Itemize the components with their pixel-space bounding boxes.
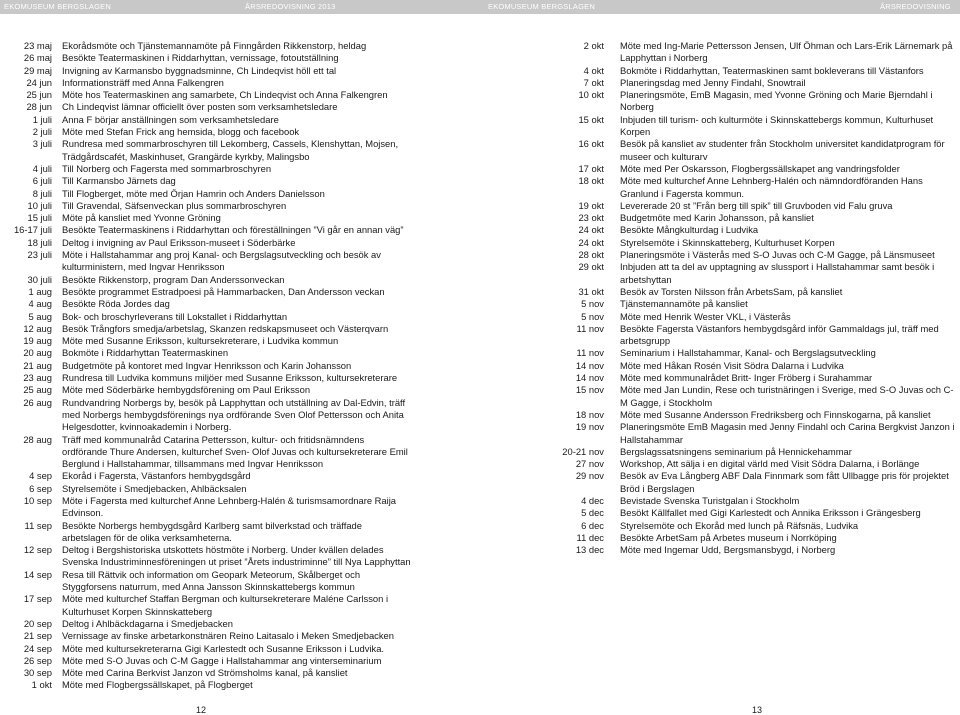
entry-text: Till Karmansbo Järnets dag — [62, 175, 176, 187]
entry-date: 13 dec — [575, 544, 604, 556]
entry-text: Möte i Fagersta med kulturchef Anne Lehnberg-Halén & turismsamordnare Raija Edvinson. — [62, 494, 397, 519]
log-entry — [4, 52, 474, 64]
entry-date: 16-17 juli — [13, 224, 52, 236]
entry-date: 17 sep — [23, 593, 52, 605]
log-entry — [484, 237, 960, 249]
entry-date: 29 okt — [578, 261, 604, 273]
log-entry — [4, 544, 474, 569]
entry-date: 2 okt — [583, 40, 604, 51]
entry-text: Budgetmöte med Karin Johansson, på kansliet — [620, 212, 814, 224]
entry-text: Planeringsmöte EmB Magasin med Jenny Findahl och Carina Bergkvist Janzon i Hallstahammar — [620, 421, 955, 445]
entry-date: 11 nov — [576, 347, 604, 359]
log-entry — [4, 224, 474, 236]
entry-text: Styrelsemöte i Smedjebacken, Ahlbäcksalen — [62, 482, 247, 494]
log-entry — [484, 138, 960, 163]
entry-date: 18 nov — [575, 408, 604, 420]
log-entry — [4, 569, 474, 594]
log-entry — [4, 138, 474, 163]
log-entry — [484, 520, 960, 532]
entry-date: 4 juli — [32, 162, 52, 174]
entry-text: Workshop, Att sälja i en digital värld med Visit Södra Dalarna, i Borlänge — [620, 458, 920, 470]
entry-text: Möte med kultursekreterarna Gigi Karlestedt och Susanne Eriksson i Ludvika. — [62, 642, 385, 654]
entry-text: Möte med Flogbergssällskapet, på Flogberget — [62, 679, 253, 691]
entry-date: 6 sep — [29, 482, 52, 494]
entry-date: 4 sep — [29, 470, 52, 482]
entry-text: Ekoråd i Fagersta, Västanfors hembygdsgård — [62, 470, 251, 482]
entry-date: 11 nov — [576, 322, 604, 334]
entry-date: 29 maj — [23, 64, 52, 76]
log-entry — [484, 298, 960, 310]
entry-date: 1 aug — [28, 285, 52, 297]
entry-text: Rundresa med sommarbroschyren till Lekomberg, Cassels, Klenshyttan, Mojsen, Trädgårdscafét, Maskinhuset, Grangärde kyrkby, Malingsbo — [62, 138, 399, 162]
entry-date: 5 dec — [581, 507, 604, 519]
entry-text: Möte med Per Oskarsson, Flogbergssällskapet ang vandringsfolder — [620, 162, 900, 174]
entry-text: Deltog i invigning av Paul Eriksson-museet i Söderbärke — [62, 236, 296, 248]
entry-date: 17 okt — [578, 162, 604, 174]
entry-text: Informationsträff med Anna Falkengren — [62, 76, 224, 88]
entry-text: Möte hos Teatermaskinen ang samarbete, Ch Lindeqvist och Anna Falkengren — [62, 89, 388, 101]
entry-text: Besökte Teatermaskinen i Riddarhyttan, vernissage, fotoutställning — [62, 52, 339, 64]
log-entry — [484, 89, 960, 114]
log-entry — [4, 65, 474, 77]
entry-date: 30 sep — [23, 667, 52, 679]
entry-text: Deltog i Ahlbäckdagarna i Smedjebacken — [62, 617, 233, 629]
entry-date: 5 nov — [581, 310, 604, 322]
entry-date: 19 okt — [578, 199, 604, 211]
log-entry — [4, 274, 474, 286]
log-entry — [4, 126, 474, 138]
entry-date: 6 juli — [32, 175, 52, 187]
log-entry — [484, 224, 960, 236]
entry-text: Besökte Mångkulturdag i Ludvika — [620, 224, 759, 236]
entry-text: Möte med Ingemar Udd, Bergsmansbygd, i Norberg — [620, 544, 836, 556]
entry-text: Bergslagssatsningens seminarium på Hennickehammar — [620, 445, 852, 457]
entry-date: 23 okt — [578, 212, 604, 224]
entry-date: 4 aug — [28, 298, 52, 310]
entry-text: Besökte Fagersta Västanfors hembygdsgård inför Gammaldags jul, träff med arbetsgrupp — [620, 322, 939, 347]
entry-date: 23 aug — [23, 372, 52, 384]
entry-text: Möte på kansliet med Yvonne Gröning — [62, 212, 221, 224]
entry-date: 24 jun — [26, 76, 52, 88]
entry-text: Besök på kansliet av studenter från Stockholm universitet kandidatprogram för museer och kulturarv — [620, 138, 945, 162]
log-entry — [4, 286, 474, 298]
log-entry — [4, 323, 474, 335]
log-entry — [4, 335, 474, 347]
log-entry — [484, 65, 960, 77]
entry-text: Vernissage av finske arbetarkonstnären Reino Laitasalo i Meken Smedjebacken — [62, 630, 394, 642]
log-entry — [484, 200, 960, 212]
log-entry — [4, 372, 474, 384]
log-entry — [484, 495, 960, 507]
log-entry — [4, 200, 474, 212]
entry-text: Bevistade Svenska Turistgalan i Stockholm — [620, 494, 800, 506]
log-entry — [484, 175, 960, 200]
entry-text: Besökte ArbetSam på Arbetes museum i Norrköping — [620, 531, 837, 543]
log-entry — [484, 544, 960, 556]
entry-date: 18 juli — [27, 236, 52, 248]
entry-text: Planeringsmöte i Västerås med S-O Juvas och C-M Gagge, på Länsmuseet — [620, 249, 935, 261]
entry-date: 20 sep — [23, 617, 52, 629]
log-entry — [4, 520, 474, 545]
log-entry — [484, 249, 960, 261]
log-entry — [484, 372, 960, 384]
entry-date: 2 juli — [32, 126, 52, 138]
entry-date: 21 aug — [23, 359, 52, 371]
entry-date: 11 sep — [24, 519, 52, 531]
log-entry — [484, 212, 960, 224]
left-page-log — [4, 40, 474, 692]
log-entry — [4, 101, 474, 113]
entry-text: Möte med kommunalrådet Britt- Inger Fröberg i Surahammar — [620, 372, 873, 384]
entry-text: Budgetmöte på kontoret med Ingvar Henriksson och Karin Johansson — [62, 359, 352, 371]
log-entry — [4, 347, 474, 359]
log-entry — [4, 434, 474, 471]
log-entry — [4, 643, 474, 655]
entry-text: Besökte programmet Estradpoesi på Hammarbacken, Dan Andersson veckan — [62, 285, 385, 297]
entry-date: 26 aug — [23, 396, 52, 408]
entry-text: Rundresa till Ludvika kommuns miljöer med Susanne Eriksson, kultursekreterare — [62, 372, 398, 384]
entry-text: Möte i Hallstahammar ang proj Kanal- och Bergslagsutveckling och besök av kulturministern, med Ingvar Henriksson — [62, 249, 381, 273]
header-org-right: EKOMUSEUM BERGSLAGEN — [488, 2, 595, 11]
entry-text: Möte med Jan Lundin, Rese och turistnäringen i Sverige, med S-O Juvas och C-M Gagge, i Stockholm — [620, 384, 954, 408]
log-entry — [4, 40, 474, 52]
log-entry — [484, 446, 960, 458]
entry-date: 21 sep — [23, 630, 52, 642]
entry-text: Levererade 20 st ”Från berg till spik” till Gruvboden vid Falu gruva — [620, 199, 893, 211]
entry-date: 12 aug — [23, 322, 52, 334]
entry-text: Till Gravendal, Säfsenveckan plus sommarbroschyren — [62, 199, 287, 211]
entry-text: Till Norberg och Fagersta med sommarbroschyren — [62, 162, 272, 174]
log-entry — [4, 311, 474, 323]
log-entry — [4, 495, 474, 520]
log-entry — [4, 384, 474, 396]
log-entry — [484, 347, 960, 359]
entry-text: Tjänstemannamöte på kansliet — [620, 298, 748, 310]
entry-date: 24 okt — [578, 236, 604, 248]
log-entry — [4, 249, 474, 274]
log-entry — [484, 532, 960, 544]
entry-date: 1 juli — [32, 113, 52, 125]
entry-text: Invigning av Karmansbo byggnadsminne, Ch Lindeqvist höll ett tal — [62, 64, 337, 76]
log-entry — [4, 667, 474, 679]
log-entry — [484, 507, 960, 519]
log-entry — [4, 237, 474, 249]
entry-text: Möte med Håkan Rosén Visit Södra Dalarna i Ludvika — [620, 359, 844, 371]
log-entry — [4, 470, 474, 482]
log-entry — [484, 163, 960, 175]
entry-date: 14 sep — [23, 568, 52, 580]
log-entry — [4, 483, 474, 495]
entry-date: 23 juli — [27, 249, 52, 261]
log-entry — [4, 360, 474, 372]
log-entry — [484, 286, 960, 298]
entry-date: 20-21 nov — [562, 445, 604, 457]
log-entry — [484, 40, 960, 65]
entry-text: Möte med S-O Juvas och C-M Gagge i Hallstahammar ang vinterseminarium — [62, 654, 382, 666]
entry-date: 29 nov — [575, 470, 604, 482]
entry-date: 7 okt — [583, 76, 604, 88]
log-entry — [4, 163, 474, 175]
log-entry — [4, 212, 474, 224]
log-entry — [484, 458, 960, 470]
entry-date: 30 juli — [27, 273, 52, 285]
entry-text: Resa till Rättvik och information om Geopark Meteorum, Skålberget och Styggforsens naturrum, med Anna Jansson Skinnskattebergs kommun — [62, 568, 361, 593]
entry-date: 20 aug — [23, 347, 52, 359]
entry-date: 10 sep — [23, 494, 52, 506]
entry-date: 16 okt — [578, 138, 604, 150]
log-entry — [4, 679, 474, 691]
entry-text: Möte med Henrik Wester VKL, i Västerås — [620, 310, 791, 322]
page-number-right: 13 — [752, 705, 763, 715]
entry-text: Möte med kulturchef Staffan Bergman och kultursekreterare Maléne Carlsson i Kulturhuset Korpen Skinnskatteberg — [62, 593, 389, 617]
entry-text: Besökte Rikkenstorp, program Dan Anderssonveckan — [62, 273, 285, 285]
entry-text: Besökte Röda Jordes dag — [62, 298, 170, 310]
entry-date: 28 okt — [578, 249, 604, 261]
log-entry — [4, 655, 474, 667]
entry-date: 25 aug — [23, 384, 52, 396]
log-entry — [4, 298, 474, 310]
entry-date: 24 okt — [578, 224, 604, 236]
entry-text: Bok- och broschyrleverans till Lokstallet i Riddarhyttan — [62, 310, 288, 322]
entry-text: Möte med Stefan Frick ang hemsida, blogg och facebook — [62, 126, 300, 138]
entry-text: Träff med kommunalråd Catarina Pettersson, kultur- och fritidsnämndens ordförande Thure Andersen, kulturchef Sven- Olof Juvas och kultursekreterare Emil Berglund i Hallstahammar, tillsammans med Ingvar Henriksson — [62, 433, 408, 470]
header-doc-left: ÅRSREDOVISNING 2013 — [245, 2, 336, 11]
entry-text: Möte med Susanne Eriksson, kultursekreterare, i Ludvika kommun — [62, 335, 339, 347]
entry-date: 15 okt — [578, 113, 604, 125]
entry-text: Seminarium i Hallstahammar, Kanal- och Bergslagsutveckling — [620, 347, 876, 359]
entry-date: 26 sep — [23, 654, 52, 666]
log-entry — [484, 77, 960, 89]
entry-date: 8 juli — [32, 187, 52, 199]
entry-date: 23 maj — [23, 40, 52, 51]
log-entry — [4, 630, 474, 642]
log-entry — [484, 323, 960, 348]
entry-text: Planeringsdag med Jenny Findahl, Snowtrail — [620, 76, 806, 88]
log-entry — [484, 384, 960, 409]
entry-date: 5 nov — [581, 298, 604, 310]
log-entry — [4, 89, 474, 101]
entry-date: 4 dec — [581, 494, 604, 506]
entry-text: Till Flogberget, möte med Örjan Hamrin och Anders Danielsson — [62, 187, 325, 199]
log-entry — [484, 311, 960, 323]
log-entry — [484, 360, 960, 372]
entry-date: 1 okt — [31, 679, 52, 691]
page-header — [0, 0, 960, 25]
log-entry — [484, 421, 960, 446]
entry-date: 26 maj — [23, 52, 52, 64]
entry-date: 24 sep — [23, 642, 52, 654]
log-entry — [484, 261, 960, 286]
log-entry — [4, 77, 474, 89]
log-entry — [4, 114, 474, 126]
entry-text: Anna F börjar anställningen som verksamhetsledare — [62, 113, 279, 125]
entry-date: 18 okt — [578, 175, 604, 187]
entry-date: 14 nov — [575, 359, 604, 371]
log-entry — [484, 409, 960, 421]
entry-date: 11 dec — [576, 531, 604, 543]
log-entry — [4, 175, 474, 187]
entry-date: 15 juli — [27, 212, 52, 224]
entry-date: 15 nov — [575, 384, 604, 396]
entry-text: Möte med Susanne Andersson Fredriksberg och Finnskogarna, på kansliet — [620, 408, 931, 420]
entry-date: 19 nov — [575, 421, 604, 433]
entry-date: 10 juli — [27, 199, 52, 211]
entry-text: Deltog i Bergshistoriska utskottets höstmöte i Norberg. Under kvällen delades Svenska Industriminnesföreningen ut priset ”Årets industriminne” till Nya Lapphyttan — [62, 544, 411, 568]
entry-date: 14 nov — [575, 372, 604, 384]
log-entry — [4, 397, 474, 434]
page-number-left: 12 — [196, 705, 207, 715]
log-entry — [4, 593, 474, 618]
log-entry — [4, 618, 474, 630]
entry-text: Ekorådsmöte och Tjänstemannamöte på Finngården Rikkenstorp, heldag — [62, 40, 367, 51]
log-entry — [4, 188, 474, 200]
entry-date: 31 okt — [578, 285, 604, 297]
entry-text: Besökte Teatermaskinens i Riddarhyttan och föreställningen ”Vi går en annan väg” — [62, 224, 404, 236]
log-entry — [484, 470, 960, 495]
entry-text: Möte med kulturchef Anne Lehnberg-Halén och nämndordföranden Hans Granlund i Fagersta kommun. — [620, 175, 923, 199]
entry-text: Möte med Söderbärke hembygdsförening om Paul Eriksson — [62, 384, 311, 396]
log-entry — [484, 114, 960, 139]
entry-text: Besök av Eva Långberg ABF Dala Finnmark som fått Ullbagge pris för projektet Bröd i Bergslagen — [620, 470, 949, 494]
entry-text: Besök av Torsten Nilsson från ArbetsSam, på kansliet — [620, 285, 843, 297]
entry-text: Styrelsemöte och Ekoråd med lunch på Räfsnäs, Ludvika — [620, 519, 859, 531]
entry-date: 25 jun — [26, 89, 52, 101]
entry-date: 6 dec — [581, 519, 604, 531]
entry-date: 28 jun — [26, 101, 52, 113]
entry-date: 19 aug — [23, 335, 52, 347]
header-doc-right: ÅRSREDOVISNING 2013 — [880, 2, 951, 25]
entry-date: 3 juli — [32, 138, 52, 150]
entry-text: Besökte Norbergs hembygdsgård Karlberg samt bilverkstad och träffade arbetslagen för de olika verksamheterna. — [62, 519, 362, 543]
entry-text: Inbjuden till turism- och kulturmöte i Skinnskattebergs kommun, Kulturhuset Korpen — [620, 113, 934, 138]
entry-date: 28 aug — [23, 433, 52, 445]
entry-date: 27 nov — [575, 458, 604, 470]
entry-text: Besökt Källfallet med Gigi Karlestedt och Annika Eriksson i Grängesberg — [620, 507, 921, 519]
entry-text: Möte med Carina Berkvist Janzon vd Strömsholms kanal, på kansliet — [62, 667, 348, 679]
entry-text: Styrelsemöte i Skinnskatteberg, Kulturhuset Korpen — [620, 236, 835, 248]
entry-date: 10 okt — [578, 89, 604, 101]
entry-text: Inbjuden att ta del av upptagning av slussport i Hallstahammar samt besök i arbetshyttan — [620, 261, 935, 285]
entry-text: Ch Lindeqvist lämnar officiellt över posten som verksamhetsledare — [62, 101, 338, 113]
entry-text: Besök Trångfors smedja/arbetslag, Skanzen redskapsmuseet och Västerqvarn — [62, 322, 389, 334]
entry-date: 12 sep — [23, 544, 52, 556]
entry-text: Bokmöte i Riddarhyttan, Teatermaskinen samt bokleverans till Västanfors — [620, 64, 924, 76]
right-page-log — [484, 40, 960, 556]
entry-text: Planeringsmöte, EmB Magasin, med Yvonne Gröning och Marie Bjerndahl i Norberg — [620, 89, 933, 113]
entry-text: Rundvandring Norbergs by, besök på Lapphyttan och utställning av Dal-Edvin, träff med Norbergs hembygdsförenings nya ordförande Sven Olof Pettersson och Anita Helgesdotter, kvinnoakademin i Norberg. — [62, 396, 406, 433]
header-org-left: EKOMUSEUM BERGSLAGEN — [4, 2, 111, 11]
entry-text: Möte med Ing-Marie Pettersson Jensen, Ulf Öhman och Lars-Erik Lärnemark på Lapphyttan i Norberg — [620, 40, 953, 64]
entry-text: Bokmöte i Riddarhyttan Teatermaskinen — [62, 347, 229, 359]
entry-date: 4 okt — [583, 64, 604, 76]
entry-date: 5 aug — [28, 310, 52, 322]
